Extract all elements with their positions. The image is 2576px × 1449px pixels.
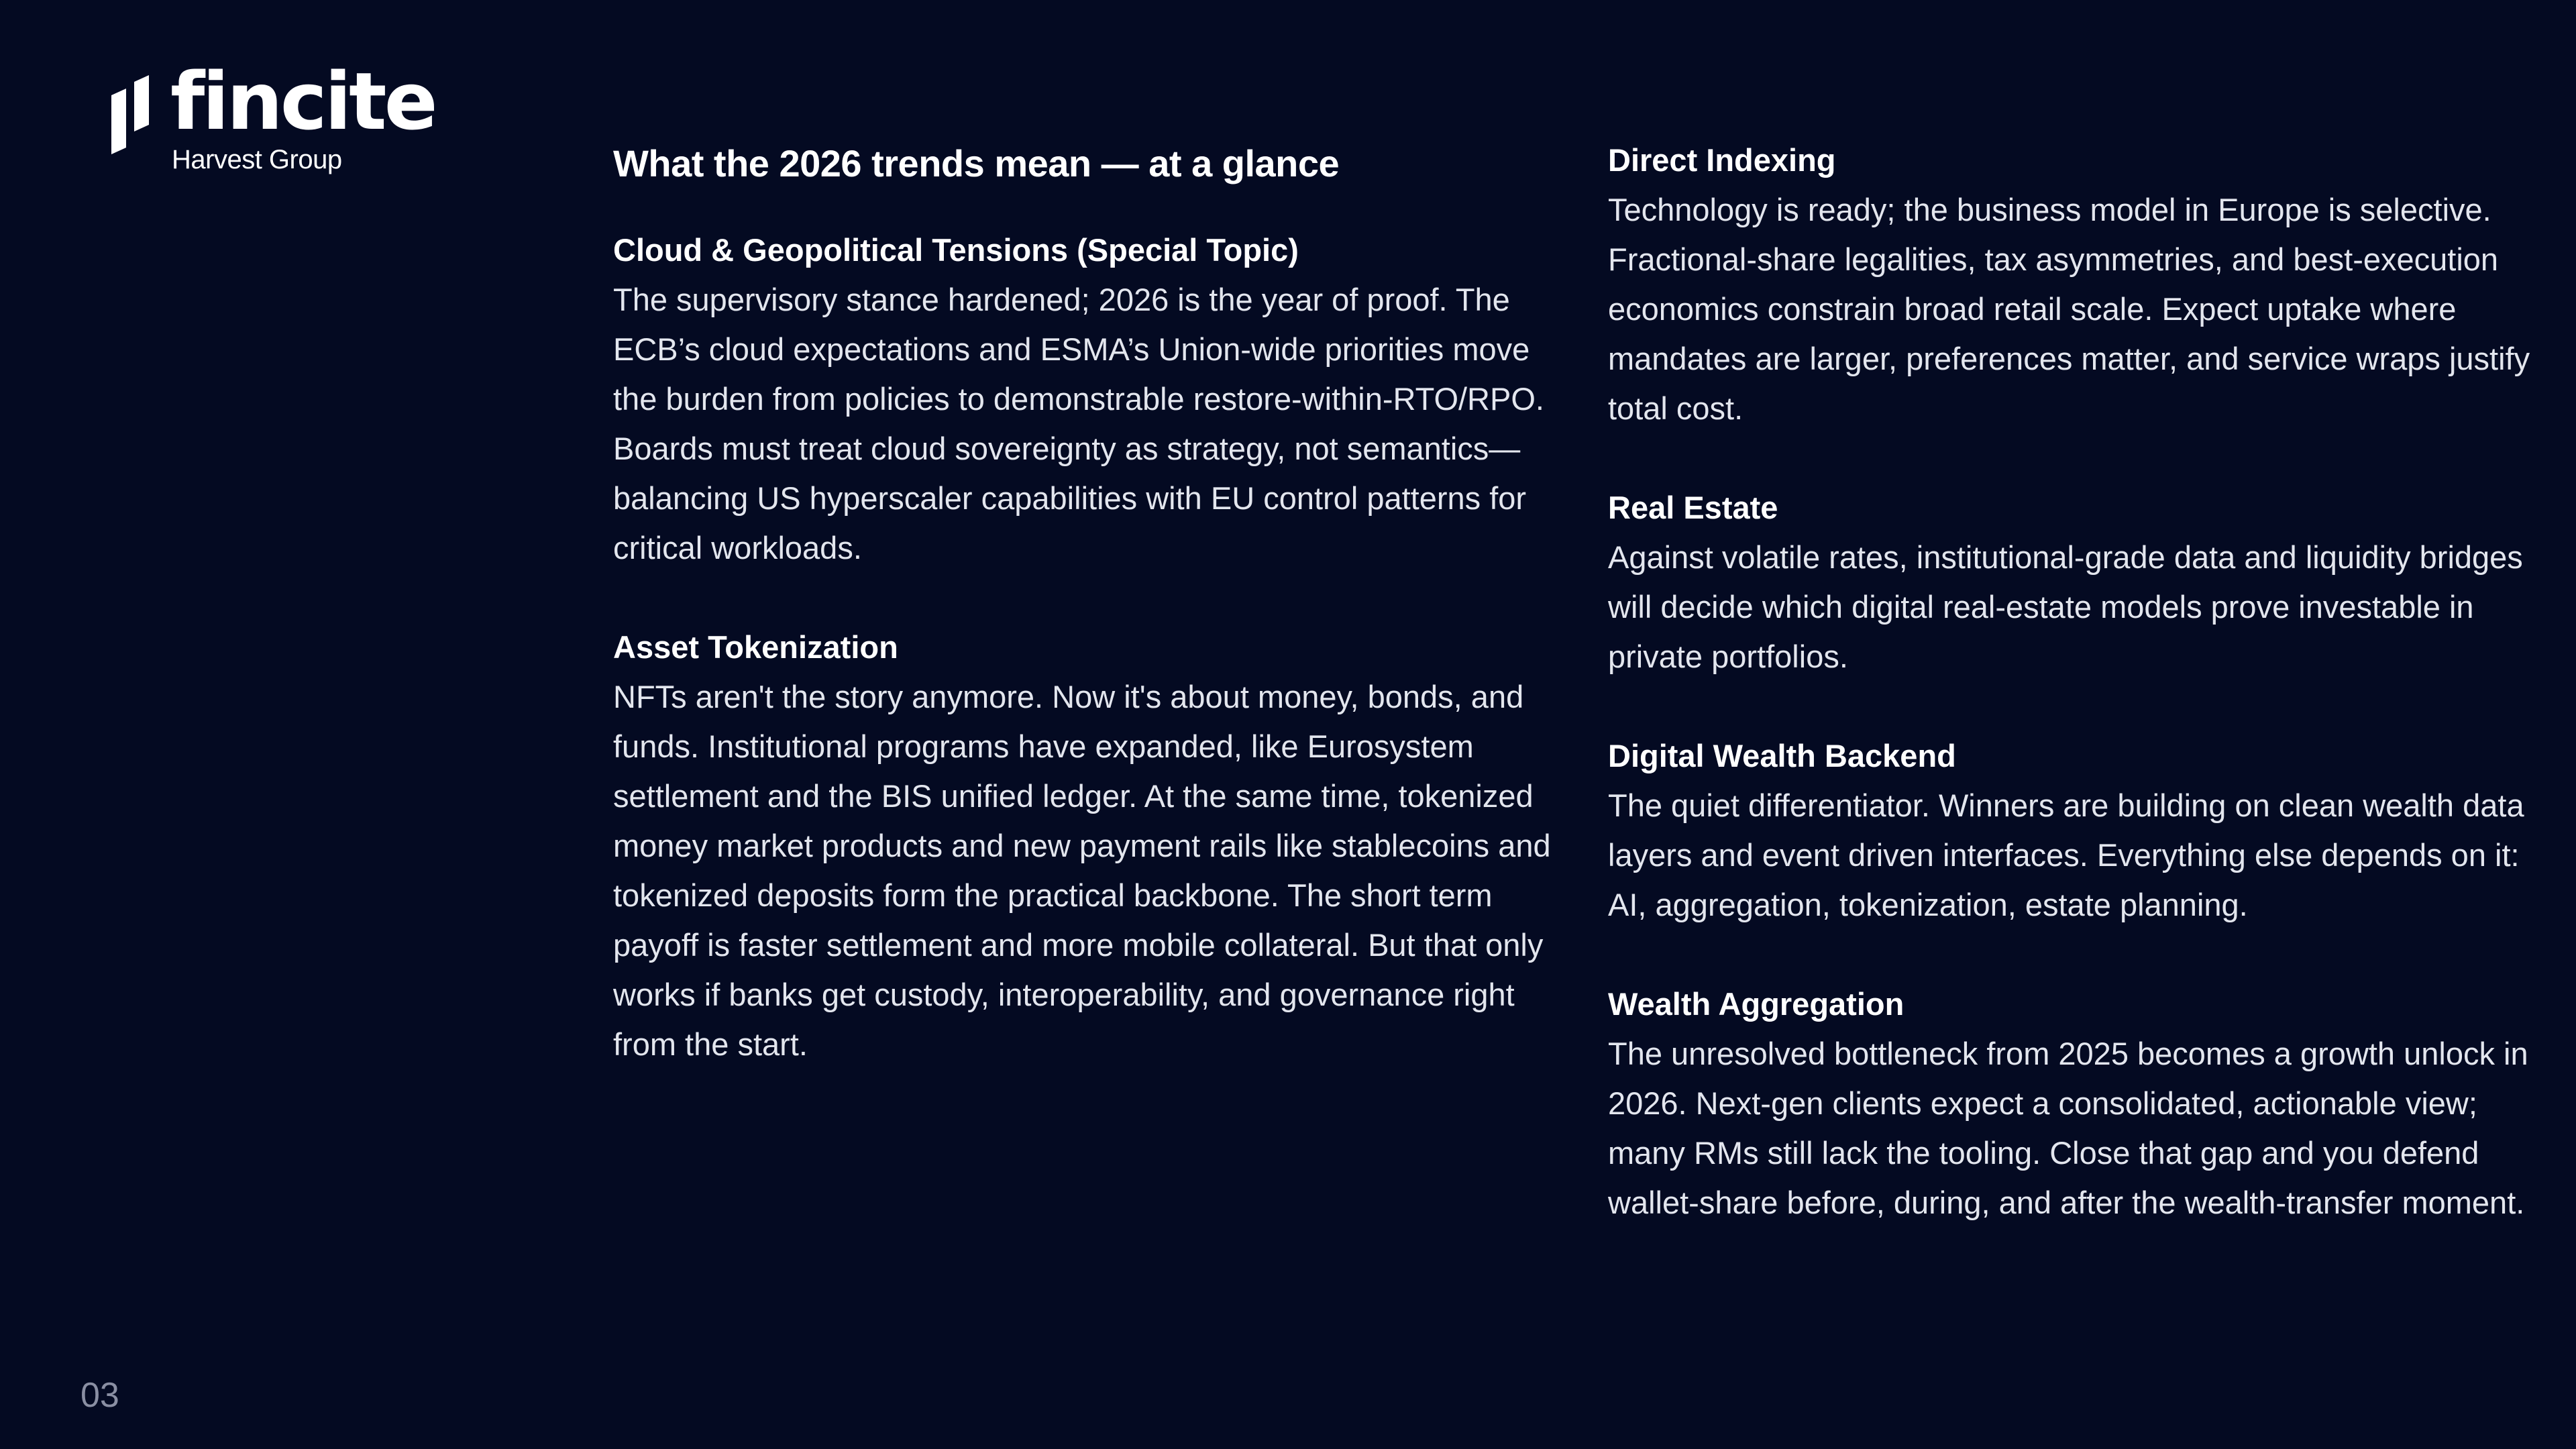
section-body: The quiet differentiator. Winners are building on clean wealth data layers and event driven interfaces. Everything else depends on it: AI, aggregation, tokenization, estate planning. <box>1608 788 2524 922</box>
right-column <box>1608 136 2540 1277</box>
section-body: Against volatile rates, institutional-grade data and liquidity bridges will decide which digital real-estate models prove investable in private portfolios. <box>1608 539 2523 674</box>
brand-logo <box>111 55 435 181</box>
section-title: Cloud & Geopolitical Tensions (Special Topic) <box>613 232 1299 268</box>
section-body: The supervisory stance hardened; 2026 is the year of proof. The ECB’s cloud expectations and ESMA’s Union-wide priorities move the burden from policies to demonstrable restore-within-RTO/RPO. Boards must treat cloud sovereignty as strategy, not semantics—balancing US hyperscaler capabilities with EU control patterns for critical workloads. <box>613 282 1544 566</box>
brand-subtitle: Harvest Group <box>172 145 342 174</box>
section-title: Wealth Aggregation <box>1608 986 1904 1022</box>
section-title: Real Estate <box>1608 490 1778 525</box>
left-column <box>613 136 1566 1119</box>
section-body: Technology is ready; the business model in Europe is selective. Fractional-share legalities, tax asymmetries, and best-execution economics constrain broad retail scale. Expect uptake where mandates are larger, preferences matter, and service wraps justify total cost. <box>1608 192 2530 426</box>
page-title: What the 2026 trends mean — at a glance <box>613 142 1340 184</box>
section-title: Direct Indexing <box>1608 142 1836 178</box>
page-number: 03 <box>80 1376 119 1415</box>
section-real-estate <box>1608 483 2540 682</box>
section-title: Digital Wealth Backend <box>1608 738 1956 773</box>
section-asset-tokenization <box>613 623 1566 1069</box>
brand-wordmark: fincite <box>170 55 435 148</box>
section-body: The unresolved bottleneck from 2025 becomes a growth unlock in 2026. Next-gen clients expect a consolidated, actionable view; many RMs still lack the tooling. Close that gap and you defend wallet-share before, during, and after the wealth-transfer moment. <box>1608 1036 2528 1220</box>
section-digital-wealth-backend <box>1608 731 2540 930</box>
section-direct-indexing <box>1608 136 2540 433</box>
section-cloud-geopolitical <box>613 225 1566 573</box>
section-body: NFTs aren't the story anymore. Now it's about money, bonds, and funds. Institutional programs have expanded, like Eurosystem settlement and the BIS unified ledger. At the same time, tokenized money market products and new payment rails like stablecoins and tokenized deposits form the practical backbone. The short term payoff is faster settlement and more mobile collateral. But that only works if banks get custody, interoperability, and governance right from the start. <box>613 679 1551 1062</box>
section-wealth-aggregation <box>1608 979 2540 1228</box>
section-title: Asset Tokenization <box>613 629 898 665</box>
fincite-logo-icon <box>111 75 154 156</box>
